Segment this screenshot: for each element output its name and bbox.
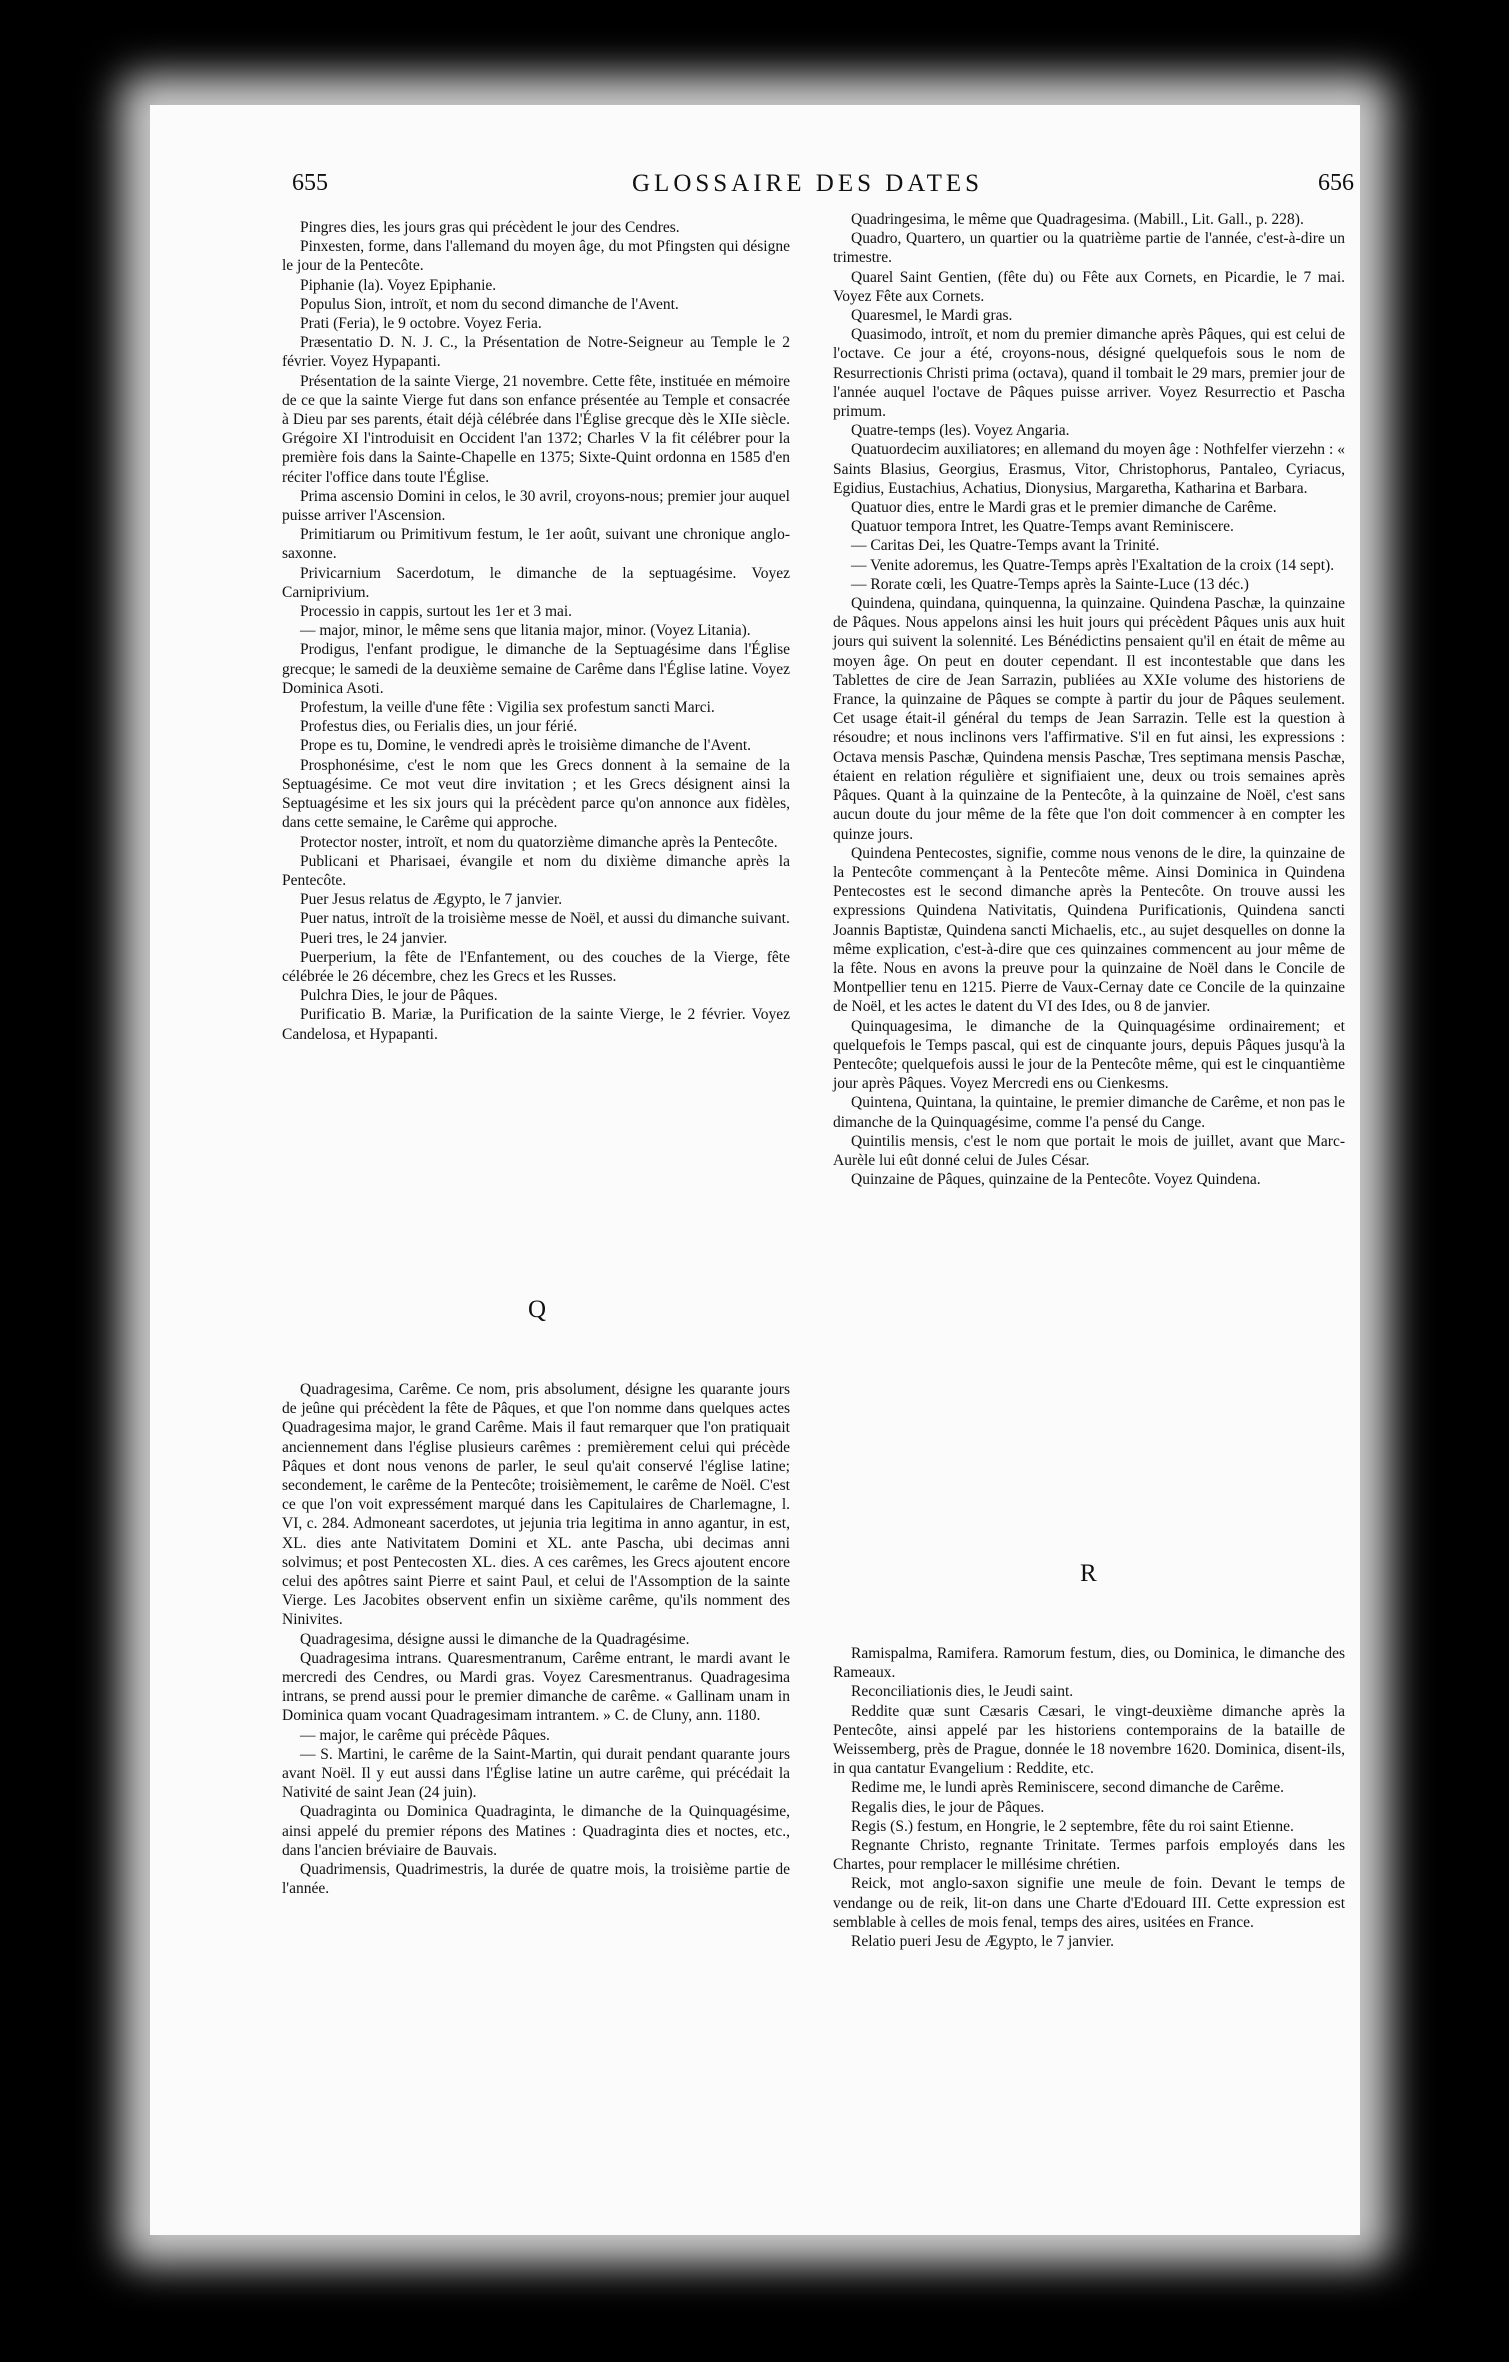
page-number-left: 655 [292, 170, 328, 196]
section-letter-r: R [1080, 1560, 1097, 1587]
left-column-q-entries [282, 1380, 790, 1898]
glossary-entry: Pingres dies, les jours gras qui précèdent le jour des Cendres. [300, 219, 680, 236]
glossary-entry: Quintena, Quintana, la quintaine, le premier dimanche de Carême, et non pas le dimanche de la Quinquagésime, comme l'a pensé du Cange. [833, 1094, 1345, 1131]
glossary-entry: — Caritas Dei, les Quatre-Temps avant la Trinité. [851, 537, 1160, 555]
glossary-entry: Quadragesima intrans. Quaresmentranum, Carême entrant, le mardi avant le mercredi des Cendres, ou Mardi gras. Voyez Caresmentranus. Quadragesima intrans, se prend aussi pour le premier dimanche de carême. « Gallinam unam in Dominica quam vocant Quadragesimam intrantem. » C. de Cluny, ann. 1180. [282, 1649, 790, 1725]
right-column-r-entries [833, 1644, 1345, 1951]
right-column-q-entries [833, 210, 1345, 1189]
glossary-entry: Puerperium, la fête de l'Enfantement, ou des couches de la Vierge, fête célébrée le 26 décembre, chez les Grecs et les Russes. [282, 948, 790, 985]
glossary-entry: Quinzaine de Pâques, quinzaine de la Pentecôte. Voyez Quindena. [851, 1171, 1261, 1189]
glossary-entry: Purificatio B. Mariæ, la Purification de la sainte Vierge, le 2 février. Voyez Candelosa, et Hypapanti. [282, 1006, 790, 1043]
glossary-entry: Profestum, la veille d'une fête : Vigilia sex profestum sancti Marci. [300, 699, 715, 717]
glossary-entry: Regalis dies, le jour de Pâques. [851, 1798, 1045, 1816]
glossary-entry: Quadraginta ou Dominica Quadraginta, le dimanche de la Quinquagésime, ainsi appelé du premier répons des Matines : Quadraginta dies et noctes, etc., dans l'ancien bréviaire de Bauvais. [282, 1803, 790, 1859]
glossary-entry: Quatuor dies, entre le Mardi gras et le premier dimanche de Carême. [851, 499, 1277, 517]
glossary-entry: Regis (S.) festum, en Hongrie, le 2 septembre, fête du roi saint Etienne. [851, 1817, 1294, 1835]
glossary-entry: — Venite adoremus, les Quatre-Temps après l'Exaltation de la croix (14 sept). [851, 556, 1335, 574]
glossary-entry: Quasimodo, introït, et nom du premier dimanche après Pâques, qui est celui de l'octave. Ce jour a été, croyons-nous, désigné quelquefois sous le nom de Resurrectionis Christi prima (octava), quand il tombait le 29 mars, premier jour de l'année auquel l'octave de Pâques puisse arriver. Voyez Resurrectio et Pascha primum. [833, 326, 1345, 421]
glossary-entry: Puer natus, introït de la troisième messe de Noël, et aussi du dimanche suivant. [300, 910, 790, 928]
glossary-entry: Primitiarum ou Primitivum festum, le 1er août, suivant une chronique anglo-saxonne. [282, 526, 790, 563]
glossary-entry: Populus Sion, introït, et nom du second dimanche de l'Avent. [300, 295, 679, 313]
page-title: GLOSSAIRE DES DATES [632, 170, 984, 197]
glossary-entry: Puer Jesus relatus de Ægypto, le 7 janvier. [300, 891, 563, 909]
page-number-right: 656 [1318, 170, 1354, 196]
glossary-entry: Prodigus, l'enfant prodigue, le dimanche de la Septuagésime dans l'Église grecque; le samedi de la deuxième semaine de Carême dans l'Église latine. Voyez Dominica Asoti. [282, 641, 790, 697]
glossary-entry: Publicani et Pharisaei, évangile et nom du dixième dimanche après la Pentecôte. [282, 852, 790, 889]
glossary-entry: Protector noster, introït, et nom du quatorzième dimanche après la Pentecôte. [300, 833, 778, 851]
glossary-entry: Quadragesima, désigne aussi le dimanche de la Quadragésime. [300, 1630, 690, 1648]
glossary-entry: Quatuordecim auxiliatores; en allemand du moyen âge : Nothfelfer vierzehn : « Saints Blasius, Georgius, Erasmus, Vitor, Christophorus, Pantaleo, Cyriacus, Egidius, Eustachius, Achatius, Dionysius, Margaretha, Katharina et Barbara. [833, 441, 1345, 497]
glossary-entry: — Rorate cœli, les Quatre-Temps après la Sainte-Luce (13 déc.) [851, 575, 1249, 593]
glossary-entry: Pinxesten, forme, dans l'allemand du moyen âge, du mot Pfingsten qui désigne le jour de la Pentecôte. [282, 238, 790, 275]
glossary-entry: Présentation de la sainte Vierge, 21 novembre. Cette fête, instituée en mémoire de ce que la sainte Vierge fut dans son enfance présentée au Temple et consacrée à Dieu par ses parents, était déjà célébrée dans l'Église grecque dès le XIIe siècle. Grégoire XI l'introduisit en Occident l'an 1372; Charles V la fit célébrer pour la première fois dans la Sainte-Chapelle en 1375; Sixte-Quint ordonna en 1585 d'en réciter l'office dans toute l'Église. [282, 372, 790, 486]
glossary-entry: Quaresmel, le Mardi gras. [851, 307, 1013, 325]
left-column-p-entries [282, 218, 790, 1044]
glossary-entry: Pueri tres, le 24 janvier. [300, 929, 448, 947]
glossary-entry: — major, minor, le même sens que litania major, minor. (Voyez Litania). [300, 622, 751, 640]
glossary-entry: Privicarnium Sacerdotum, le dimanche de la septuagésime. Voyez Carniprivium. [282, 564, 790, 601]
glossary-entry: Processio in cappis, surtout les 1er et 3 mai. [300, 603, 573, 621]
glossary-entry: Relatio pueri Jesu de Ægypto, le 7 janvier. [851, 1933, 1115, 1951]
glossary-entry: Quarel Saint Gentien, (fête du) ou Fête aux Cornets, en Picardie, le 7 mai. Voyez Fête aux Cornets. [833, 268, 1345, 305]
glossary-entry: Quintilis mensis, c'est le nom que portait le mois de juillet, avant que Marc-Aurèle lui eût donné celui de Jules César. [833, 1132, 1345, 1169]
glossary-entry: Quinquagesima, le dimanche de la Quinquagésime ordinairement; et quelquefois le Temps pascal, qui est de cinquante jours, depuis Pâques jusqu'à la Pentecôte; quelquefois aussi le jour de la Pentecôte même, qui est le cinquantième jour après Pâques. Voyez Mercredi ens ou Cienkesms. [833, 1017, 1345, 1093]
glossary-entry: Prati (Feria), le 9 octobre. Voyez Feria. [300, 315, 542, 333]
glossary-entry: Quadrimensis, Quadrimestris, la durée de quatre mois, la troisième partie de l'année. [282, 1861, 790, 1898]
glossary-entry: Quadragesima, Carême. Ce nom, pris absolument, désigne les quarante jours de jeûne qui précèdent la fête de Pâques, et que l'on nomme dans quelques actes Quadragesima major, le grand Carême. Mais il faut remarquer que l'on pratiquait anciennement dans l'église plusieurs carêmes : premièrement celui qui précède Pâques et dont nous venons de parler, le seul qu'ait conservé l'église latine; secondement, le carême de la Pentecôte; troisièmement, le carême de Noël. C'est ce que l'on voit expressément marqué dans les Capitulaires de Charlemagne, l. VI, c. 284. Admoneant sacerdotes, ut jejunia tria legitima in anno agantur, in est, XL. dies ante Nativitatem Domini et XL. ante Pascha, ubi decimas anni solvimus; et post Pentecosten XL. dies. A ces carêmes, les Grecs ajoutent encore celui des apôtres saint Pierre et saint Paul, et celui de l'Assomption de la sainte Vierge. Les Jacobites observent enfin un sixième carême, qu'ils nomment des Ninivites. [282, 1381, 790, 1629]
section-letter-q: Q [528, 1296, 547, 1323]
glossary-entry: Reconciliationis dies, le Jeudi saint. [851, 1683, 1074, 1701]
glossary-entry: Quindena Pentecostes, signifie, comme nous venons de le dire, la quinzaine de la Pentecôte commençant à la Pentecôte même. Ainsi Dominica in Quindena Pentecostes est le second dimanche après la Pentecôte. On trouve aussi les expressions Quindena Nativitatis, Quindena Purificationis, Quindena sancti Joannis Baptistæ, Quindena sancti Michaelis, etc., au sujet desquelles on donne la même explication, c'est-à-dire que ces quinzaines commencent au jour même de la fête. Nous en avons la preuve pour la quinzaine de Noël dans le Concile de Montpellier tenu en 1215. Pierre de Vaux-Cernay date ce Concile de la quinzaine de Noël, et les actes le datent du VI des Ides, ou 8 de janvier. [833, 844, 1345, 1016]
glossary-entry: Prosphonésime, c'est le nom que les Grecs donnent à la semaine de la Septuagésime. Ce mot veut dire invitation ; et les Grecs désignent ainsi la Septuagésime et les six jours qui la précèdent parce qu'on annonce aux fidèles, dans cette semaine, le Carême qui approche. [282, 756, 790, 832]
glossary-entry: Quatre-temps (les). Voyez Angaria. [851, 422, 1070, 440]
glossary-entry: Piphanie (la). Voyez Epiphanie. [300, 276, 497, 294]
glossary-entry: Præsentatio D. N. J. C., la Présentation de Notre-Seigneur au Temple le 2 février. Voyez Hypapanti. [282, 334, 790, 371]
glossary-entry: Quatuor tempora Intret, les Quatre-Temps avant Reminiscere. [851, 518, 1234, 536]
glossary-entry: Quindena, quindana, quinquenna, la quinzaine. Quindena Paschæ, la quinzaine de Pâques. Nous appelons ainsi les huit jours qui précèdent Pâques unis aux huit jours qui suivent la solennité. Les Bénédictins pensaient qu'il en était de même au moyen âge. On peut en douter cependant. Il est incontestable que dans les Tablettes de cire de Jean Sarrazin, publiées au XXIe volume des historiens de France, la quinzaine de Pâques se compte à partir du jour de Pâques seulement. Cet usage était-il général du temps de Jean Sarrazin. Telle est la question à résoudre; et nous inclinons vers l'affirmative. S'il en fut ainsi, les expressions : Octava mensis Paschæ, Quindena mensis Paschæ, Tres septimana mensis Paschæ, étaient en relation régulière et signifiaient une, deux ou trois semaines après Pâques. Quant à la quinzaine de la Pentecôte, à la quinzaine de Noël, c'est sans aucun doute du jour même de la fête que l'on doit commencer à en compter les quinze jours. [833, 595, 1345, 843]
glossary-entry: Prima ascensio Domini in celos, le 30 avril, croyons-nous; premier jour auquel puisse arriver l'Ascension. [282, 487, 790, 525]
glossary-entry: Profestus dies, ou Ferialis dies, un jour férié. [300, 718, 578, 736]
glossary-entry: Ramispalma, Ramifera. Ramorum festum, dies, ou Dominica, le dimanche des Rameaux. [833, 1645, 1345, 1682]
glossary-entry: — S. Martini, le carême de la Saint-Martin, qui durait pendant quarante jours avant Noël. Il y eut aussi dans l'Église latine un autre carême, qui précédait la Nativité de saint Jean (24 juin). [282, 1745, 790, 1802]
glossary-entry: Redime me, le lundi après Reminiscere, second dimanche de Carême. [851, 1779, 1284, 1797]
glossary-entry: Quadro, Quartero, un quartier ou la quatrième partie de l'année, c'est-à-dire un trimestre. [833, 230, 1345, 267]
glossary-entry: Reick, mot anglo-saxon signifie une meule de foin. Devant le temps de vendange ou de reik, lit-on dans une Charte d'Edouard III. Cette expression est semblable à celles de mois fenal, temps des aires, usitées en France. [833, 1875, 1345, 1931]
glossary-entry: Reddite quæ sunt Cæsaris Cæsari, le vingt-deuxième dimanche après la Pentecôte, ainsi appelé par les historiens contemporains de la bataille de Weissemberg, près de Prague, donnée le 18 novembre 1620. Dominica, disent-ils, in qua cantatur Evangelium : Reddite, etc. [833, 1702, 1345, 1778]
glossary-entry: — major, le carême qui précède Pâques. [300, 1726, 550, 1744]
glossary-entry: Prope es tu, Domine, le vendredi après le troisième dimanche de l'Avent. [300, 737, 752, 755]
glossary-entry: Pulchra Dies, le jour de Pâques. [300, 987, 498, 1005]
glossary-entry: Quadringesima, le même que Quadragesima. (Mabill., Lit. Gall., p. 228). [851, 211, 1304, 228]
glossary-entry: Regnante Christo, regnante Trinitate. Termes parfois employés dans les Chartes, pour remplacer le millésime chrétien. [833, 1837, 1345, 1874]
